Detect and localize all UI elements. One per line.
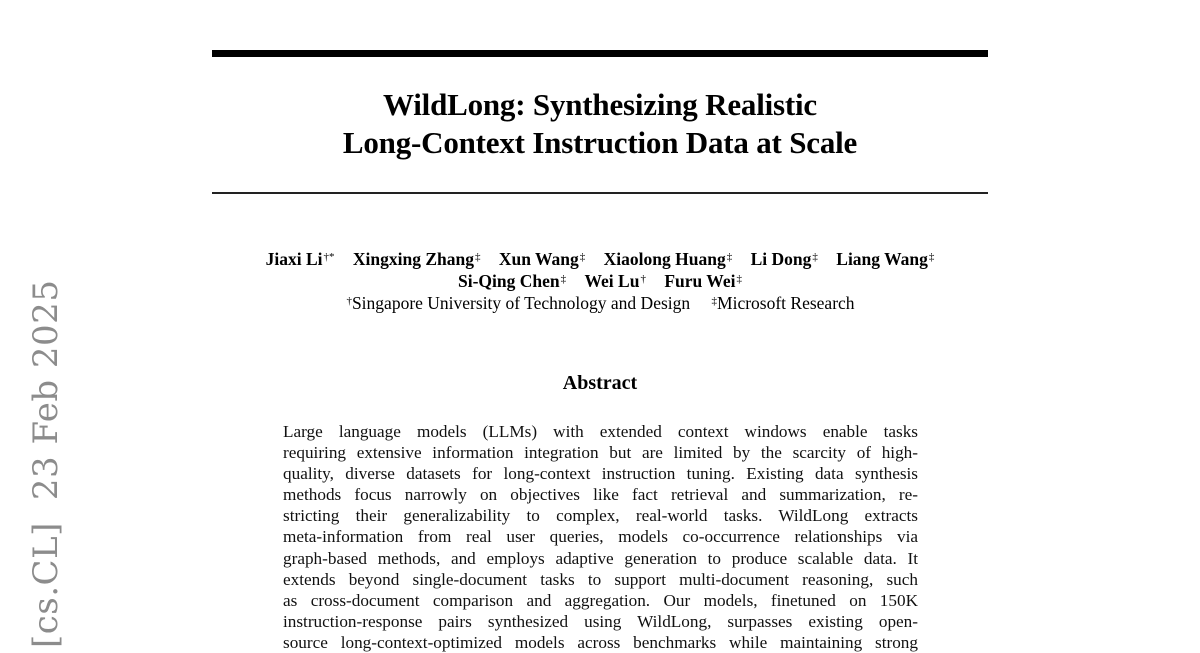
abstract-line: graph-based methods, and employs adaptive generation to produce scalable data. It [283, 548, 918, 568]
abstract-line: meta-information from real user queries, models co-occurrence relationships via [283, 527, 918, 547]
abstract-line: methods focus narrowly on objectives like fact retrieval and summarization, re- [283, 485, 918, 505]
abstract-line: quality, diverse datasets for long-context instruction tuning. Existing data synthesis [283, 464, 918, 484]
author: Liang Wang‡ [836, 249, 935, 269]
author-row-1 [200, 248, 1000, 270]
title-bottom-rule [212, 192, 988, 194]
abstract-body [283, 421, 918, 653]
paper-title-line-2: Long-Context Instruction Data at Scale [342, 125, 858, 160]
author: Xiaolong Huang‡ [603, 249, 733, 269]
abstract-line: instruction-response pairs synthesized using WildLong, surpasses existing open- [283, 611, 918, 631]
affiliation: †Singapore University of Technology and Design [346, 293, 691, 313]
arxiv-stamp [22, 258, 70, 648]
abstract-line: requiring extensive information integration but are limited by the scarcity of high- [283, 443, 918, 463]
abstract-heading: Abstract [562, 372, 638, 394]
author: Jiaxi Li†* [265, 249, 335, 269]
author-block [200, 248, 1000, 314]
arxiv-date: 23 Feb 2025 [26, 279, 66, 501]
affiliations [200, 292, 1000, 314]
affiliation: ‡Microsoft Research [711, 293, 855, 313]
author: Li Dong‡ [750, 249, 818, 269]
paper-title [212, 86, 988, 162]
abstract-line: stricting their generalizability to complex, real-world tasks. WildLong extracts [283, 506, 918, 526]
abstract-line: source long-context-optimized models across benchmarks while maintaining strong [283, 632, 918, 652]
title-top-rule [212, 50, 988, 57]
author: Xun Wang‡ [498, 249, 586, 269]
paper-title-line-1: WildLong: Synthesizing Realistic [383, 87, 817, 122]
author: Si-Qing Chen‡ [458, 271, 567, 291]
abstract-line: as cross-document comparison and aggregation. Our models, finetuned on 150K [283, 590, 918, 610]
author-row-2 [200, 270, 1000, 292]
arxiv-category: [cs.CL] [26, 522, 66, 648]
abstract-line: Large language models (LLMs) with extended context windows enable tasks [283, 422, 918, 441]
author: Xingxing Zhang‡ [352, 249, 481, 269]
author: Wei Lu† [584, 271, 646, 291]
abstract-line: extends beyond single-document tasks to support multi-document reasoning, such [283, 569, 918, 589]
author: Furu Wei‡ [664, 271, 742, 291]
